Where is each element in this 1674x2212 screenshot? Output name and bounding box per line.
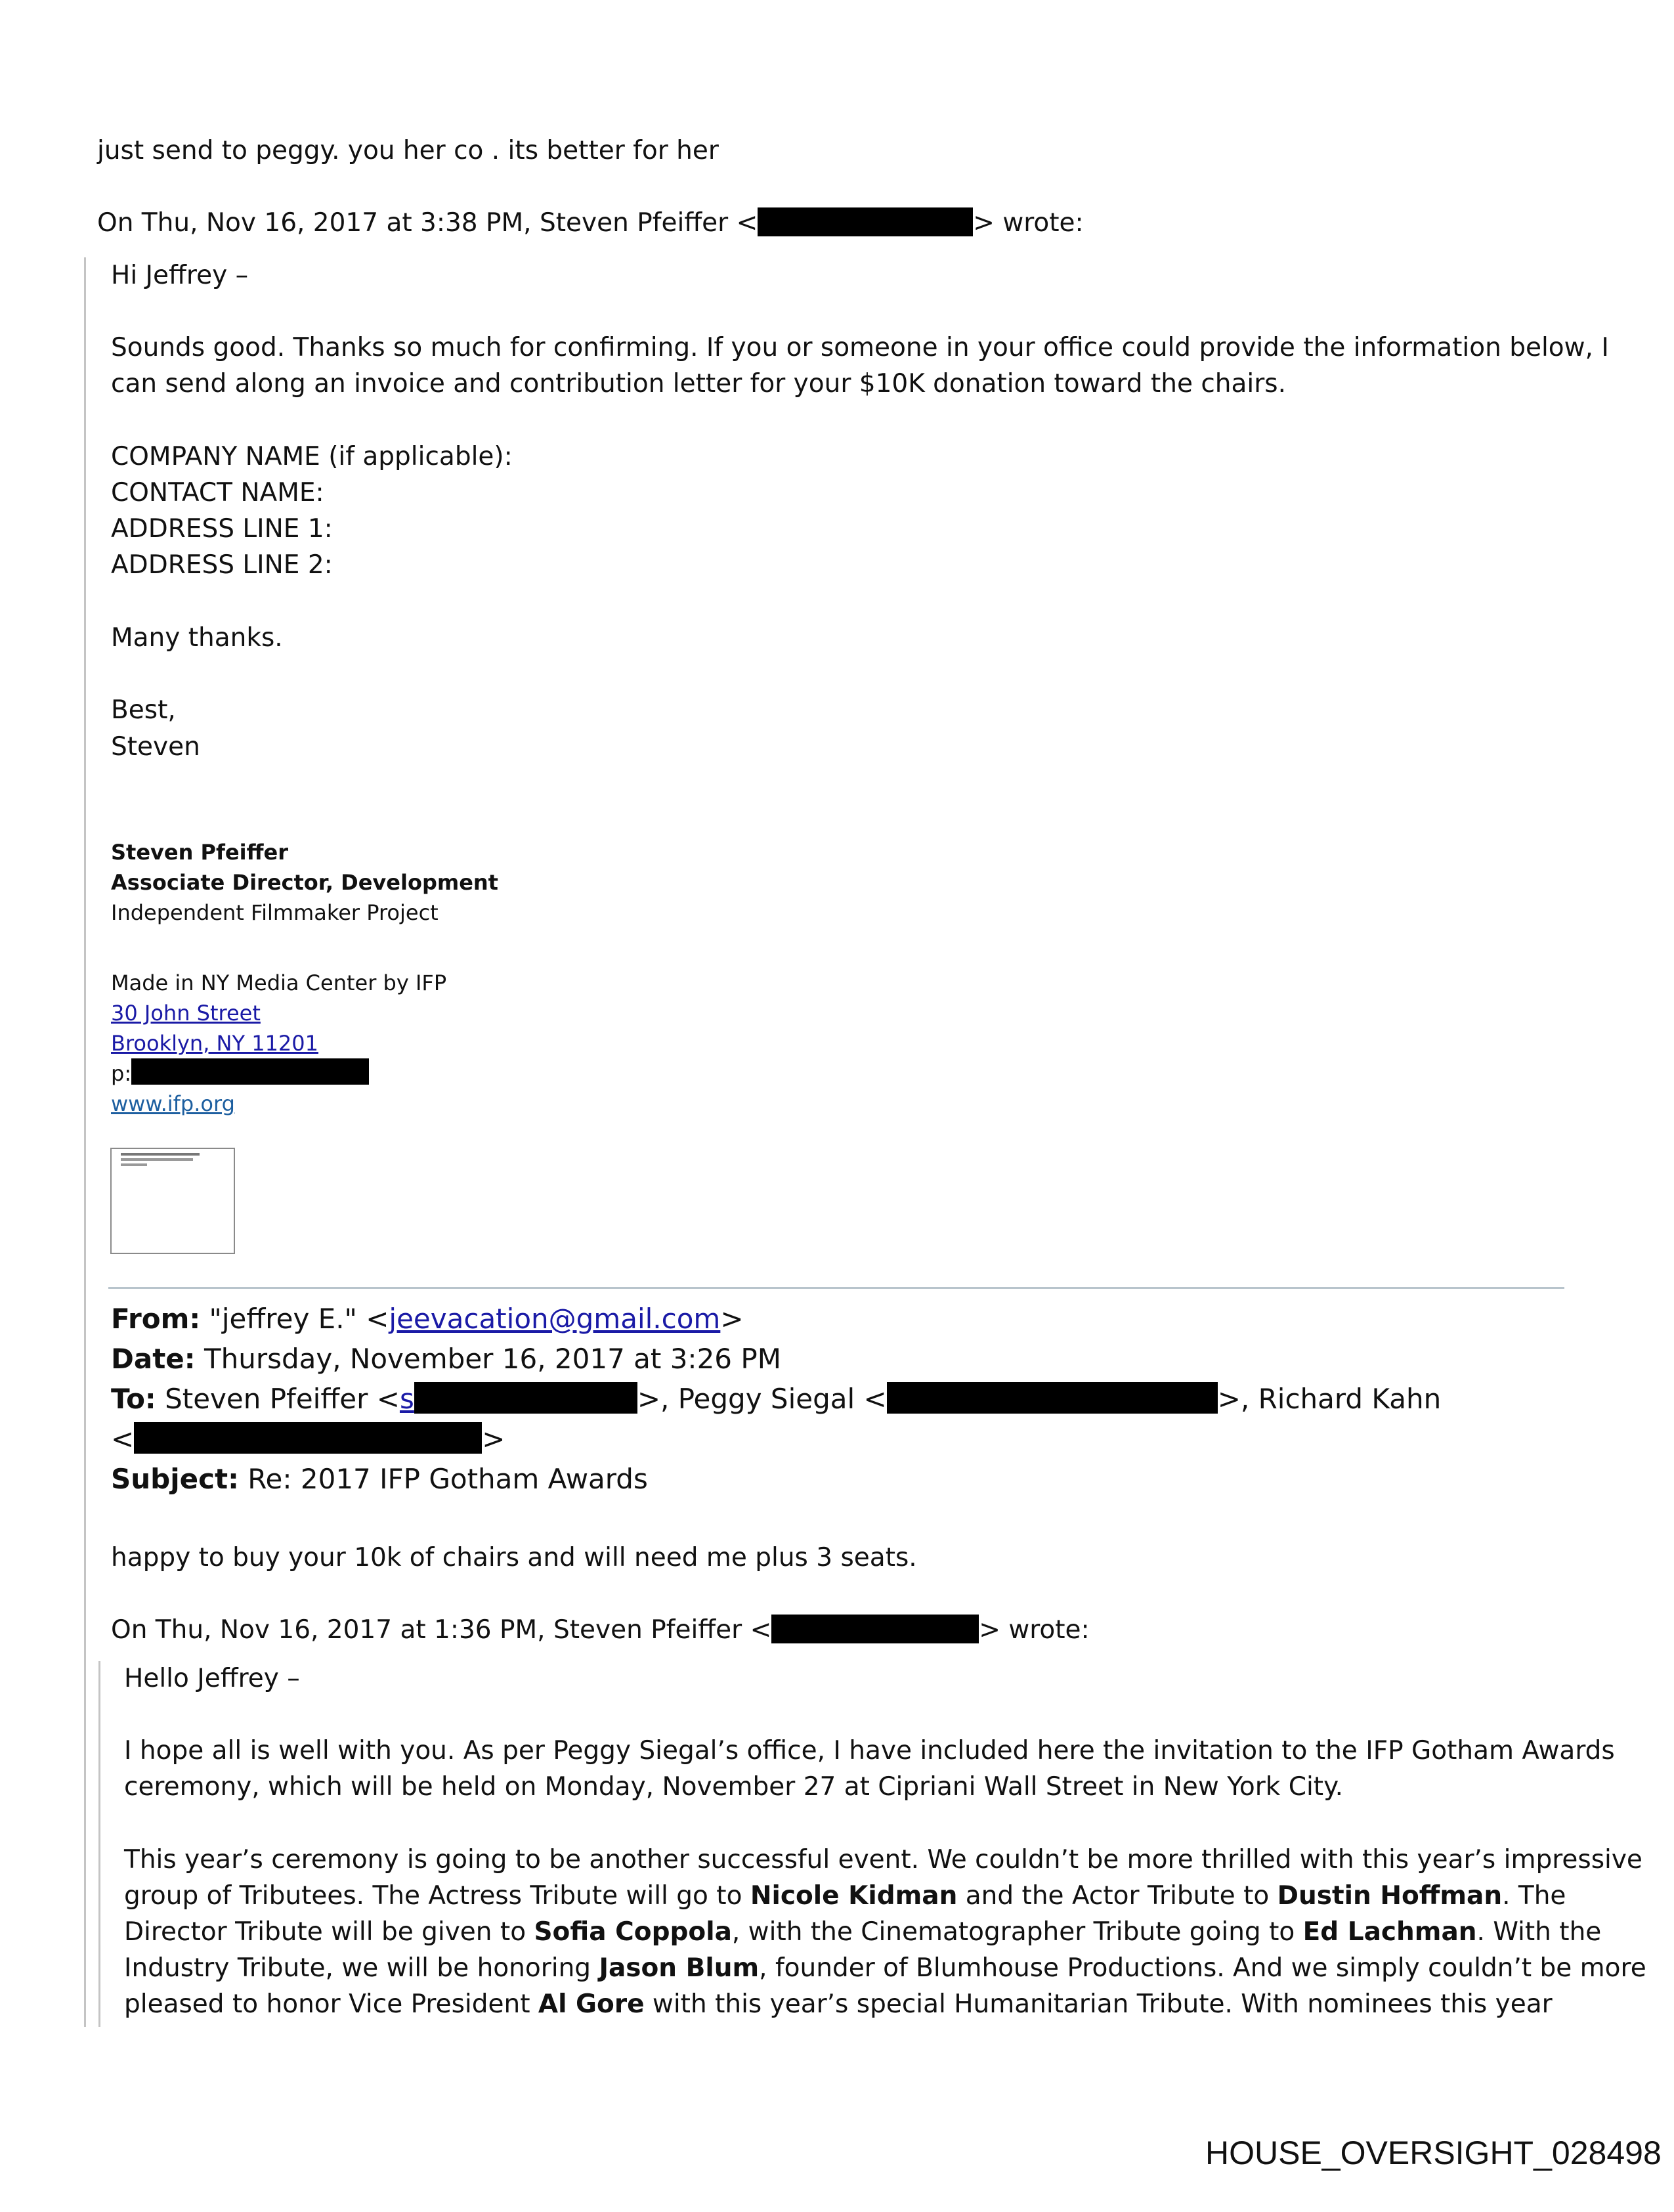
header-subject-label: Subject: bbox=[111, 1463, 239, 1495]
msg1-greeting: Hi Jeffrey – bbox=[111, 261, 249, 290]
reply-quote-header-suffix: > wrote: bbox=[973, 208, 1084, 238]
text-run: and the Actor Tribute to bbox=[957, 1881, 1277, 1911]
redaction-box bbox=[134, 1422, 482, 1454]
tributee-name: Nicole Kidman bbox=[750, 1881, 958, 1911]
tributee-name: Ed Lachman bbox=[1302, 1917, 1477, 1947]
msg2-quote-header-prefix: On Thu, Nov 16, 2017 at 1:36 PM, Steven Pfeiffer < bbox=[111, 1615, 772, 1645]
header-to-sep2: >, Richard Kahn bbox=[1217, 1383, 1442, 1415]
form-field-address-2: ADDRESS LINE 2: bbox=[111, 550, 333, 580]
redaction-box bbox=[131, 1058, 369, 1085]
header-to-continued bbox=[111, 1420, 505, 1458]
tributee-name: Sofia Coppola bbox=[534, 1917, 732, 1947]
msg2-body: happy to buy your 10k of chairs and will need me plus 3 seats. bbox=[111, 1543, 917, 1572]
divider bbox=[108, 1287, 1564, 1289]
broken-image-icon bbox=[110, 1148, 235, 1254]
redaction-box bbox=[887, 1382, 1218, 1414]
signature-website-link[interactable]: www.ifp.org bbox=[111, 1091, 235, 1116]
header-subject bbox=[111, 1460, 648, 1498]
header-date bbox=[111, 1340, 781, 1378]
header-to-close: > bbox=[482, 1423, 505, 1455]
bates-number: HOUSE_OVERSIGHT_028498 bbox=[1205, 2135, 1662, 2171]
quote-bar bbox=[84, 257, 86, 2027]
header-from-name: "jeffrey E." < bbox=[209, 1303, 389, 1335]
reply-quote-header bbox=[97, 206, 1084, 241]
tributee-name: Al Gore bbox=[538, 1989, 645, 2019]
msg2-quote-header bbox=[111, 1613, 1090, 1648]
msg3-paragraph-line bbox=[124, 1915, 1601, 1950]
signature-phone bbox=[111, 1058, 369, 1089]
text-run: Director Tribute will be given to bbox=[124, 1917, 534, 1947]
msg3-paragraph-line: This year’s ceremony is going to be another successful event. We couldn’t be more thrilled with this year’s impressive bbox=[124, 1845, 1642, 1875]
header-date-label: Date: bbox=[111, 1343, 196, 1375]
reply-quote-header-prefix: On Thu, Nov 16, 2017 at 3:38 PM, Steven Pfeiffer < bbox=[97, 208, 758, 238]
text-run: . The bbox=[1502, 1881, 1566, 1911]
header-from bbox=[111, 1300, 744, 1338]
msg2-quote-header-suffix: > wrote: bbox=[979, 1615, 1090, 1645]
msg1-paragraph-line: can send along an invoice and contribution letter for your $10K donation toward the chairs. bbox=[111, 369, 1287, 399]
redaction-box bbox=[758, 207, 973, 236]
msg3-paragraph-line: I hope all is well with you. As per Peggy Siegal’s office, I have included here the invitation to the IFP Gotham Awards bbox=[124, 1736, 1615, 1766]
header-from-close: > bbox=[720, 1303, 744, 1335]
header-to-name1: Steven Pfeiffer < bbox=[165, 1383, 400, 1415]
text-run: with this year’s special Humanitarian Tribute. With nominees this year bbox=[644, 1989, 1553, 2019]
msg3-greeting: Hello Jeffrey – bbox=[124, 1664, 300, 1693]
header-to bbox=[111, 1380, 1441, 1418]
msg1-thanks: Many thanks. bbox=[111, 623, 283, 653]
signature-phone-label: p: bbox=[111, 1061, 132, 1086]
text-run: , founder of Blumhouse Productions. And we simply couldn’t be more bbox=[759, 1953, 1646, 1983]
tributee-name: Jason Blum bbox=[599, 1953, 760, 1983]
redaction-box bbox=[414, 1382, 637, 1414]
tributee-name: Dustin Hoffman bbox=[1277, 1881, 1503, 1911]
redaction-box bbox=[771, 1615, 979, 1643]
header-date-value: Thursday, November 16, 2017 at 3:26 PM bbox=[204, 1343, 781, 1375]
header-to-label: To: bbox=[111, 1383, 156, 1415]
msg3-paragraph-line bbox=[124, 1878, 1566, 1914]
msg1-closing: Best, bbox=[111, 695, 176, 725]
msg3-paragraph-line: ceremony, which will be held on Monday, November 27 at Cipriani Wall Street in New York City. bbox=[124, 1772, 1344, 1802]
signature-city-link[interactable]: Brooklyn, NY 11201 bbox=[111, 1031, 318, 1056]
signature-center: Made in NY Media Center by IFP bbox=[111, 970, 447, 995]
text-run: Industry Tribute, we will be honoring bbox=[124, 1953, 599, 1983]
msg3-paragraph-line bbox=[124, 1951, 1646, 1986]
header-to-open: < bbox=[111, 1423, 135, 1455]
msg1-paragraph-line: Sounds good. Thanks so much for confirming. If you or someone in your office could provide the information below, I bbox=[111, 333, 1609, 362]
header-from-label: From: bbox=[111, 1303, 201, 1335]
header-subject-value: Re: 2017 IFP Gotham Awards bbox=[247, 1463, 648, 1495]
text-run: pleased to honor Vice President bbox=[124, 1989, 538, 2019]
signature-title: Associate Director, Development bbox=[111, 870, 498, 895]
signature-street-link[interactable]: 30 John Street bbox=[111, 1001, 261, 1026]
msg1-name: Steven bbox=[111, 732, 200, 762]
form-field-contact: CONTACT NAME: bbox=[111, 478, 324, 508]
text-run: group of Tributees. The Actress Tribute will go to bbox=[124, 1881, 750, 1911]
quote-bar bbox=[98, 1661, 100, 2027]
reply-body: just send to peggy. you her co . its better for her bbox=[97, 136, 719, 165]
msg3-paragraph-line bbox=[124, 1987, 1553, 2022]
form-field-company: COMPANY NAME (if applicable): bbox=[111, 442, 513, 471]
header-from-email-link[interactable]: jeevacation@gmail.com bbox=[389, 1303, 721, 1335]
signature-org: Independent Filmmaker Project bbox=[111, 900, 439, 925]
header-to-sep1: >, Peggy Siegal < bbox=[637, 1383, 887, 1415]
header-to-partial[interactable]: s bbox=[399, 1383, 414, 1415]
signature-name: Steven Pfeiffer bbox=[111, 840, 288, 865]
text-run: , with the Cinematographer Tribute going to bbox=[731, 1917, 1303, 1947]
form-field-address-1: ADDRESS LINE 1: bbox=[111, 514, 333, 544]
text-run: . With the bbox=[1476, 1917, 1602, 1947]
